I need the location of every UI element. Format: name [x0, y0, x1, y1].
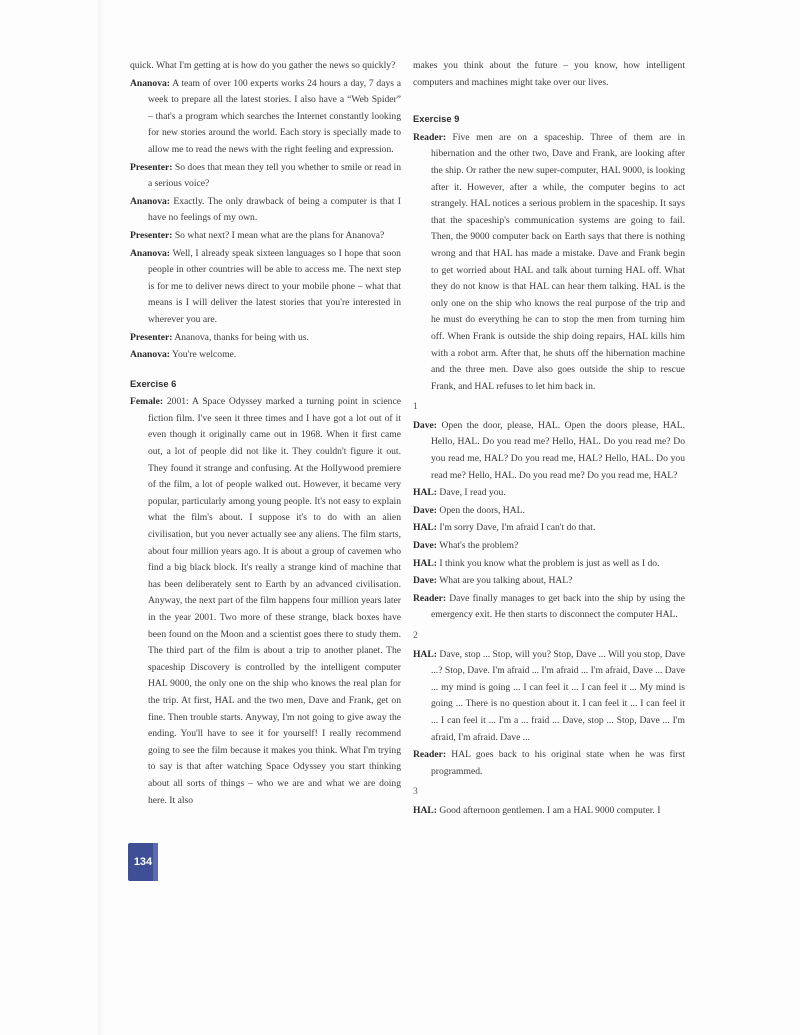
transcript-paragraph [130, 76, 401, 159]
paragraph-text: Dave finally manages to get back into the ship by using the emergency exit. He then starts to disconnect the computer HAL. [431, 592, 685, 621]
page-badge-tab [153, 843, 158, 881]
speaker-label: Female: [130, 396, 164, 408]
speaker-label: HAL: [413, 522, 437, 534]
paragraph-text: You're welcome. [172, 349, 237, 361]
paragraph-text: What's the problem? [439, 540, 519, 552]
transcript-paragraph [413, 747, 685, 780]
transcript-paragraph [130, 246, 401, 329]
paragraph-text: HAL goes back to his original state when he was first programmed. [431, 749, 685, 777]
speaker-label: Ananova: [130, 247, 170, 259]
speaker-label: Ananova: [130, 195, 170, 207]
transcript-paragraph [413, 647, 685, 747]
paragraph-text: I'm sorry Dave, I'm afraid I can't do that. [439, 522, 596, 534]
transcript-paragraph [130, 194, 401, 227]
transcript-paragraph [413, 418, 685, 484]
paragraph-text: A team of over 100 experts works 24 hours a day, 7 days a week to prepare all the latest stories. I also have a “Web Spider” – that's a program which searches the Internet constantly looking for new stories around the world. Each story is specially made to allow me to read the news with the right feeling and expression. [148, 77, 401, 155]
transcript-paragraph [413, 803, 685, 820]
paragraph-text: Exactly. The only drawback of being a computer is that I have no feelings of my own. [148, 195, 401, 224]
transcript-paragraph [413, 573, 685, 590]
left-column [130, 58, 401, 810]
part-2-dialogue [413, 647, 685, 781]
part-1-dialogue [413, 418, 685, 624]
exercise-9-heading: Exercise 9 [413, 113, 460, 125]
paragraph-text: Dave, I read you. [439, 487, 506, 499]
paragraph-text: Well, I already speak sixteen languages so I hope that soon people in other countries will be able to access me. The next step is for me to deliver news direct to your mobile phone – what that means is I will deliver the latest stories that you're interested in wherever you are. [148, 247, 401, 325]
paragraph-text: 2001: A Space Odyssey marked a turning point in science fiction film. I've seen it three times and I have got a lot out of it even though it originally came out in 1968. When it first came out, a lot of people did not like it. They couldn't figure it out. They found it strange and confusing. At the Hollywood premiere of the film, a lot of people walked out. However, it became very popular, particularly among young people. It's not easy to explain what the film's about. I suppose it's to do with an alien civilisation, but you never actually see any aliens. The film starts, about four million years ago. It is about a group of cavemen who find a big black block. It's really a strange kind of machine that has been deliberately sent to Earth by an advanced civilisation. Anyway, the next part of the film happens four million years later in the year 2001. Two more of these strange, black boxes have been found on the Moon and a scientist goes there to study them. The third part of the film is about a trip to another planet. The spaceship Discovery is controlled by the intelligent computer HAL 9000, the only one on the ship who knows the real plan for the trip. At first, HAL and the two men, Dave and Frank, get on fine. Then trouble starts. Anyway, I'm not going to give away the ending. You'll have to see it for yourself! I really recommend going to see the film because it makes you think. What I'm trying to say is that after watching Space Odyssey you start thinking about all sorts of things – who we are and what we are doing here. It also [148, 396, 401, 806]
exercise-6-heading: Exercise 6 [130, 377, 177, 389]
part-3-dialogue [413, 803, 685, 820]
speaker-label: Presenter: [130, 331, 173, 343]
paragraph-text: Open the door, please, HAL. Open the doors please, HAL. Hello, HAL. Do you read me? Hello, HAL. Do you read me? Do you read me, HAL? Do you read me, HAL? Hello, HAL. Do you read me? Hello, HAL. Do you read me? Do you read me, HAL? [431, 419, 685, 481]
speaker-label: Dave: [413, 575, 437, 587]
transcript-paragraph [130, 347, 401, 364]
paragraph-text: Ananova, thanks for being with us. [174, 331, 309, 343]
transcript-paragraph [130, 394, 401, 809]
continuation-text: makes you think about the future – you know, how intelligent computers and machines might take over our lives. [413, 60, 685, 88]
paragraph-text: So does that mean they tell you whether to smile or read in a serious voice? [148, 161, 401, 190]
paragraph-text: So what next? I mean what are the plans for Ananova? [174, 229, 385, 241]
page-number: 134 [133, 856, 153, 868]
scan-edge-shadow [98, 0, 104, 1035]
paragraph-text: Good afternoon gentlemen. I am a HAL 9000 computer. I [439, 804, 661, 816]
part-3-number: 3 [413, 786, 418, 798]
speaker-label: Reader: [413, 592, 447, 604]
speaker-label: Reader: [413, 131, 447, 143]
interview-transcript [130, 58, 401, 364]
speaker-label: HAL: [413, 804, 437, 816]
speaker-label: HAL: [413, 487, 437, 499]
speaker-label: HAL: [413, 648, 437, 660]
right-column [413, 58, 685, 821]
speaker-label: Reader: [413, 749, 447, 761]
part-1-number: 1 [413, 401, 418, 413]
part-2-number: 2 [413, 630, 418, 641]
transcript-paragraph [413, 538, 685, 555]
speaker-label: Dave: [413, 540, 437, 552]
speaker-label: Dave: [413, 504, 437, 516]
paragraph-text: Five men are on a spaceship. Three of them are in hibernation and the other two, Dave and Frank, are looking after the ship. Or rather the new super-computer, HAL 9000, is looking after it. However, after a while, the computer begins to act strangely. HAL notices a serious problem in the spaceship. It says that the spaceship's communication systems are going to fail. Then, the 9000 computer back on Earth says that there is nothing wrong and that HAL has made a mistake. Dave and Frank begin to get worried about HAL and talk about turning HAL off. What they do not know is that HAL can hear them talking. HAL is the only one on the ship who knows the real purpose of the trip and he must do everything he can to stop the men from turning him off. When Frank is outside the ship doing repairs, HAL kills him with a robot arm. After that, he shuts off the hibernation machine and the three men. Dave also goes outside the ship to rescue Frank, and HAL refuses to let him back in. [431, 131, 685, 392]
transcript-paragraph [130, 58, 401, 75]
paragraph-text: Dave, stop ... Stop, will you? Stop, Dave ... Will you stop, Dave ...? Stop, Dave. I'm afraid ... I'm afraid ... I'm afraid, Dave ... Dave ... my mind is going ... I can feel it ... I can feel it ... My mind is going ... There is no question about it. I can feel it ... I can feel it ... I can feel it ... I'm a ... fraid ... Dave, stop ... Stop, Dave ... I'm afraid, I'm afraid. Dave ... [431, 648, 685, 743]
paragraph-text: quick. What I'm getting at is how do you gather the news so quickly? [130, 60, 396, 71]
transcript-paragraph [130, 160, 401, 193]
paragraph-text: I think you know what the problem is just as well as I do. [439, 557, 660, 569]
speaker-label: Ananova: [130, 77, 170, 89]
exercise-6-transcript [130, 394, 401, 809]
transcript-paragraph [130, 330, 401, 347]
speaker-label: HAL: [413, 557, 437, 569]
transcript-paragraph [413, 556, 685, 573]
speaker-label: Presenter: [130, 229, 173, 241]
transcript-paragraph [413, 520, 685, 537]
speaker-label: Presenter: [130, 161, 173, 173]
speaker-label: Ananova: [130, 349, 170, 361]
transcript-paragraph [413, 130, 685, 396]
transcript-paragraph [130, 228, 401, 245]
paragraph-text: Open the doors, HAL. [439, 504, 525, 516]
paragraph-text: What are you talking about, HAL? [439, 575, 573, 587]
speaker-label: Dave: [413, 419, 437, 431]
transcript-paragraph [413, 485, 685, 502]
reader-intro [413, 130, 685, 396]
transcript-paragraph [413, 591, 685, 624]
transcript-paragraph [413, 503, 685, 520]
